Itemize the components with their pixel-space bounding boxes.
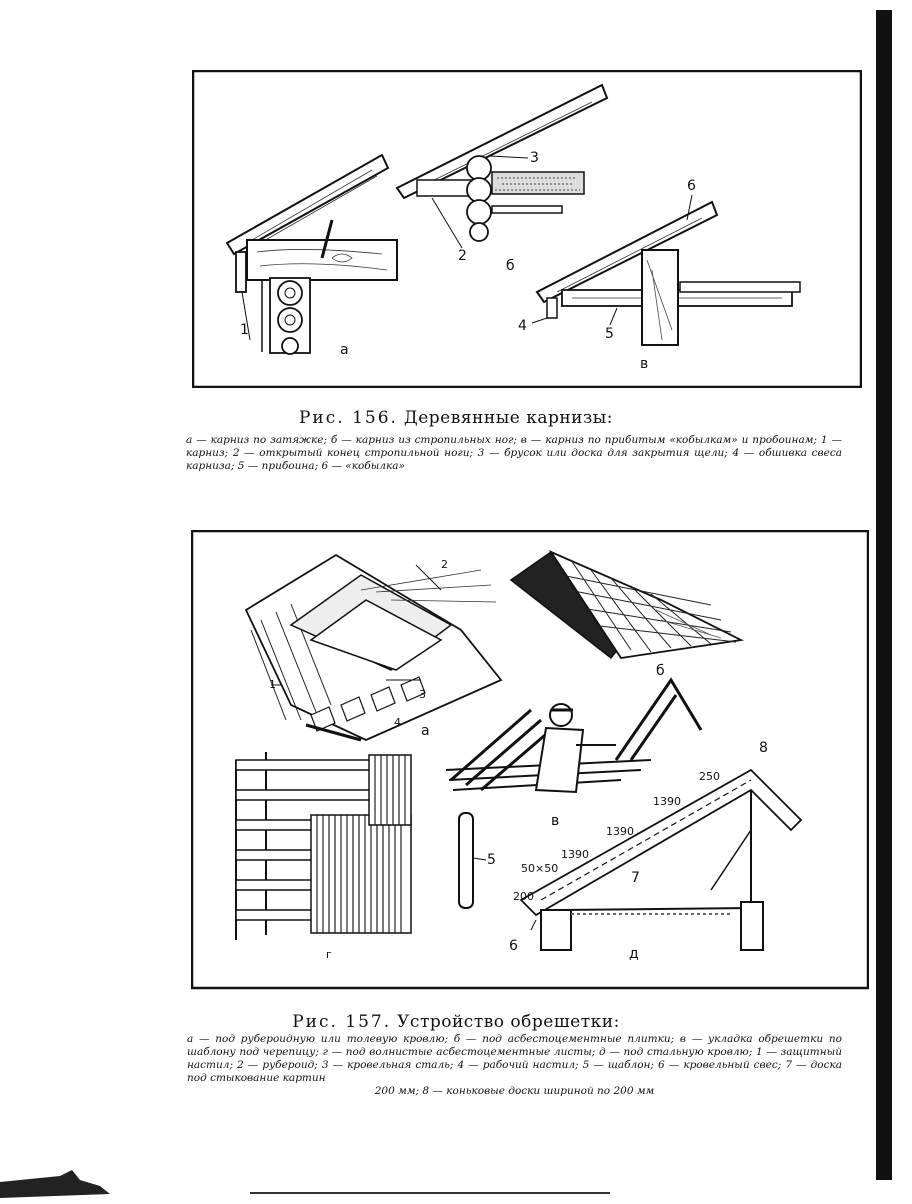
figure-157-legend-last: 200 мм; 8 — коньковые доски шириной по 200 мм xyxy=(374,1085,655,1097)
figure-156-drawing xyxy=(192,70,862,388)
dim-ridge: 250 xyxy=(699,770,720,783)
variant-b-drawing xyxy=(511,552,741,658)
figure-157-caption xyxy=(0,1012,912,1032)
dim-batten: 50×50 xyxy=(521,862,559,875)
figure-156-title: Деревянные карнизы: xyxy=(403,408,614,428)
figure-157 xyxy=(191,530,869,990)
label-variant-a: а xyxy=(421,723,430,739)
figure-156 xyxy=(192,70,862,388)
dim-span-2: 1390 xyxy=(606,825,634,838)
label-4: 4 xyxy=(394,716,401,729)
label-variant-b: б xyxy=(656,663,665,679)
variant-a-drawing xyxy=(227,155,397,354)
figure-157-title: Устройство обрешетки: xyxy=(397,1012,620,1032)
figure-156-caption xyxy=(0,408,912,428)
dim-span-1: 1390 xyxy=(561,848,589,861)
variant-a-drawing xyxy=(246,555,501,740)
dim-span-3: 1390 xyxy=(653,795,681,808)
figure-157-legend-main: а — под рубероидную или толевую кровлю; б — под асбестоцементные плитки; в — укладка обрешетки по шаблону под черепицу; г — под волнистые асбестоцементные листы; д — под стальную кровлю; 1 — защитный настил; 2 — рубероид; 3 — кровельная сталь; 4 — рабочий настил; 5 — шаблон; 6 — кровельный свес; 7 — доска под стыкование картин xyxy=(187,1033,842,1084)
label-2: 2 xyxy=(458,248,467,264)
dim-eave: 200 xyxy=(513,890,534,903)
label-6: 6 xyxy=(509,938,518,954)
variant-b-drawing xyxy=(397,85,607,248)
label-variant-a: а xyxy=(340,342,349,358)
label-variant-v: в xyxy=(551,813,560,829)
scan-page-edge xyxy=(876,10,892,1180)
scan-bottom-line xyxy=(250,1192,610,1194)
template-piece-drawing xyxy=(459,813,486,908)
variant-v-drawing xyxy=(532,195,800,345)
figure-157-legend xyxy=(187,1033,842,1098)
variant-g-drawing xyxy=(236,752,411,940)
label-3: 3 xyxy=(530,150,539,166)
label-5: 5 xyxy=(605,326,614,342)
label-1: 1 xyxy=(240,322,249,338)
label-variant-b: б xyxy=(506,258,515,274)
label-8: 8 xyxy=(759,740,768,756)
figure-157-number: Рис. 157. xyxy=(292,1012,392,1032)
label-variant-v: в xyxy=(640,356,649,372)
label-6: 6 xyxy=(687,178,696,194)
scan-corner-artifact xyxy=(0,1150,120,1200)
label-1: 1 xyxy=(269,678,276,691)
figure-157-drawing xyxy=(191,530,869,990)
label-2: 2 xyxy=(441,558,448,571)
label-4: 4 xyxy=(518,318,527,334)
label-5: 5 xyxy=(487,852,496,868)
variant-v-drawing xyxy=(446,680,701,792)
figure-156-number: Рис. 156. xyxy=(298,408,398,428)
label-7: 7 xyxy=(631,870,640,886)
label-variant-d: д xyxy=(629,946,639,962)
label-variant-g: г xyxy=(326,948,332,961)
figure-156-legend: а — карниз по затяжке; б — карниз из стропильных ног; в — карниз по прибитым «кобылкам» и пробоинам; 1 — карниз; 2 — открытый конец стропильной ноги; 3 — брусок или доска для закрытия щели; 4 — обшивка свеса карниза; 5 — прибоина; 6 — «кобылка» xyxy=(186,434,842,472)
label-3: 3 xyxy=(419,688,426,701)
